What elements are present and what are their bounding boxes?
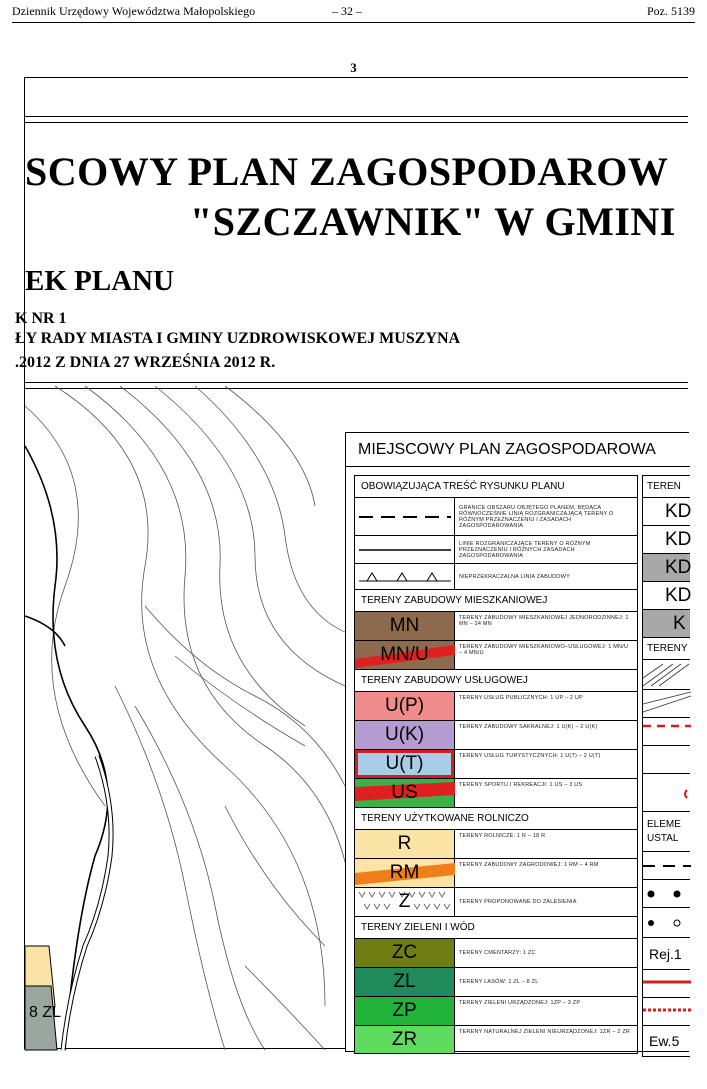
legend-description: NIEPRZEKRACZALNA LINIA ZABUDOWY <box>459 573 571 580</box>
up-swatch <box>355 692 455 720</box>
building-line-symbol <box>355 564 455 589</box>
header-rule <box>12 22 695 23</box>
legend-row <box>354 887 638 916</box>
legend-row <box>354 563 638 589</box>
map-zone-label: 8 ZL <box>29 1004 62 1021</box>
legend-description: TERENY PROPONOWANE DO ZALESIENIA <box>459 899 577 905</box>
attachment-number: 3 <box>350 60 357 75</box>
zl-swatch <box>355 968 455 996</box>
kd-row: KD <box>642 525 690 553</box>
mn-u-swatch <box>355 641 455 669</box>
zr-swatch <box>355 1026 455 1053</box>
legend-section-header <box>642 811 690 851</box>
red-line-symbol <box>642 969 690 997</box>
zone-code: ZL <box>393 971 416 992</box>
r-swatch <box>355 830 455 858</box>
legend-description: TERENY LASÓW: 1 ZL – 8 ZL <box>459 979 539 985</box>
kd-row: KD <box>642 497 690 525</box>
legend-description: TERENY CMENTARZY: 1 ZC <box>459 950 536 956</box>
legend-row <box>354 611 638 640</box>
frame-rule <box>25 122 688 123</box>
legend-row <box>354 535 638 563</box>
legend-row <box>354 1025 638 1054</box>
resolution-line: ŁY RADY MIASTA I GMINY UZDROWISKOWEJ MUSZYNA <box>15 330 461 347</box>
legend-section-header: TERENY ZIELENI I WÓD <box>354 916 638 938</box>
legend-description: TERENY ZABUDOWY ZAGRODOWEJ: 1 RM – 4 RM <box>459 862 599 868</box>
plan-title-line2: "SZCZAWNIK" W GMINI <box>190 199 676 244</box>
kd-row: KD <box>642 553 690 581</box>
plan-sheet <box>15 77 692 1050</box>
zc-swatch <box>355 939 455 967</box>
legend-section-header: OBOWIĄZUJĄCA TREŚĆ RYSUNKU PLANU <box>354 475 638 497</box>
z-swatch <box>355 888 455 916</box>
date-line: .2012 Z DNIA 27 WRZEŚNIA 2012 R. <box>15 354 276 371</box>
attachment-line: K NR 1 <box>15 310 67 327</box>
legend-row <box>354 996 638 1025</box>
dot-circle-symbol <box>642 907 690 937</box>
legend-section-header: TERENY <box>642 637 690 659</box>
frame-rule <box>25 382 688 383</box>
plan-title-line1: SCOWY PLAN ZAGOSPODAROW <box>25 149 669 194</box>
legend-row <box>354 640 638 669</box>
legend-description: TERENY SPORTU I REKREACJI: 1 US – 3 US <box>459 782 583 788</box>
zone-code: MN/U <box>380 644 429 665</box>
register-label: Rej.1 <box>642 937 690 969</box>
ut-swatch <box>355 750 455 778</box>
frame-rule <box>25 116 688 117</box>
legend-row <box>354 749 638 778</box>
legend-row <box>354 691 638 720</box>
legend-section-header: TERENY ZABUDOWY MIESZKANIOWEJ <box>354 589 638 611</box>
legend-description: TERENY USŁUG PUBLICZNYCH: 1 UP – 2 UP <box>459 695 583 701</box>
plan-subtitle: EK PLANU <box>25 265 175 297</box>
red-dotted-line-symbol <box>642 997 690 1025</box>
hatched-symbol <box>642 659 690 689</box>
dashed-line-symbol <box>642 851 690 879</box>
legend-panel <box>345 432 692 1052</box>
legend-section-header: TERENY ZABUDOWY USŁUGOWEJ <box>354 669 638 691</box>
legend-description: TERENY USŁUG TURYSTYCZNYCH: 1 U(T) – 2 U(T) <box>459 753 601 759</box>
section-header-line: USTAL <box>647 832 679 844</box>
journal-name: Dziennik Urzędowy Województwa Małopolskiego <box>12 4 256 18</box>
uk-swatch <box>355 721 455 749</box>
zone-code: MN <box>389 615 420 636</box>
section-header-line: ELEME <box>647 818 681 830</box>
plan-boundary-symbol <box>355 498 455 535</box>
red-dashed-line-symbol <box>642 717 690 745</box>
zone-code: U(T) <box>385 753 424 774</box>
legend-row <box>354 778 638 807</box>
empty-symbol-row <box>642 745 690 773</box>
red-mark-symbol <box>642 773 690 811</box>
legend-section-header: TEREN <box>642 475 690 497</box>
zone-code: ZR <box>391 1028 418 1050</box>
k-row: K <box>642 609 690 637</box>
legend-row <box>354 858 638 887</box>
zone-code: RM <box>389 862 420 883</box>
us-swatch <box>355 779 455 807</box>
zp-swatch <box>355 997 455 1025</box>
zone-code: U(K) <box>384 724 425 745</box>
legend-row <box>354 967 638 996</box>
legend-description: TERENY ZIELENI URZĄDZONEJ: 1ZP – 3 ZP <box>459 1000 581 1006</box>
legend-description: GRANICE OBSZARU OBJĘTEGO PLANEM, BĘDĄCA RÓWNOCZEŚNIE LINIĄ ROZGRANICZAJĄCĄ TERENY O RÓŻNYM PRZEZNACZENIU I ZASADACH ZAGOSPODAROWANIA <box>459 504 614 529</box>
legend-description: TERENY ZABUDOWY MIESZKANIOWO–USŁUGOWEJ: 1 MN/U – 4 MN/U <box>459 644 629 656</box>
legend-description: LINIE ROZGRANICZAJĄCE TERENY O RÓŻNYM PRZEZNACZENIU I RÓŻNYCH ZASADACH ZAGOSPODAROWANIA <box>459 540 591 559</box>
legend-description: TERENY ZABUDOWY SAKRALNEJ: 1 U(K) – 2 U(K) <box>459 724 598 730</box>
zone-code: ZP <box>392 1000 417 1021</box>
legend-row <box>354 938 638 967</box>
zone-code: US <box>391 782 418 803</box>
legend-section-header: TERENY UŻYTKOWANE ROLNICZO <box>354 807 638 829</box>
zone-code: U(P) <box>384 695 425 716</box>
kd-row: KD <box>642 581 690 609</box>
legend-description: TERENY ZABUDOWY MIESZKANIOWEJ JEDNORODZINNEJ: 1 MN – 24 MN <box>459 615 629 627</box>
hatched-symbol <box>642 689 690 717</box>
legend-row <box>354 829 638 858</box>
legend-row <box>354 720 638 749</box>
item-number: Poz. 5139 <box>647 4 695 18</box>
mn-swatch <box>355 612 455 640</box>
dividing-line-symbol <box>355 536 455 563</box>
legend-title: MIEJSCOWY PLAN ZAGOSPODAROWA <box>346 433 690 467</box>
zone-code: ZC <box>391 942 418 963</box>
running-header <box>12 4 695 20</box>
legend-right-column <box>642 475 690 1057</box>
rm-swatch <box>355 859 455 887</box>
record-label: Ew.5 <box>642 1025 690 1057</box>
journal-page: – 32 – <box>332 4 362 18</box>
legend-description: TERENY NATURALNEJ ZIELENI NIEURZĄDZONEJ: 1ZR – 2 ZR <box>459 1029 631 1035</box>
legend-description: TERENY ROLNICZE: 1 R – 18 R <box>459 833 546 839</box>
dotted-line-symbol <box>642 879 690 907</box>
legend-main-column <box>354 475 638 1054</box>
zone-code: R <box>397 833 412 854</box>
legend-row <box>354 497 638 535</box>
zone-code: Z <box>398 891 411 912</box>
